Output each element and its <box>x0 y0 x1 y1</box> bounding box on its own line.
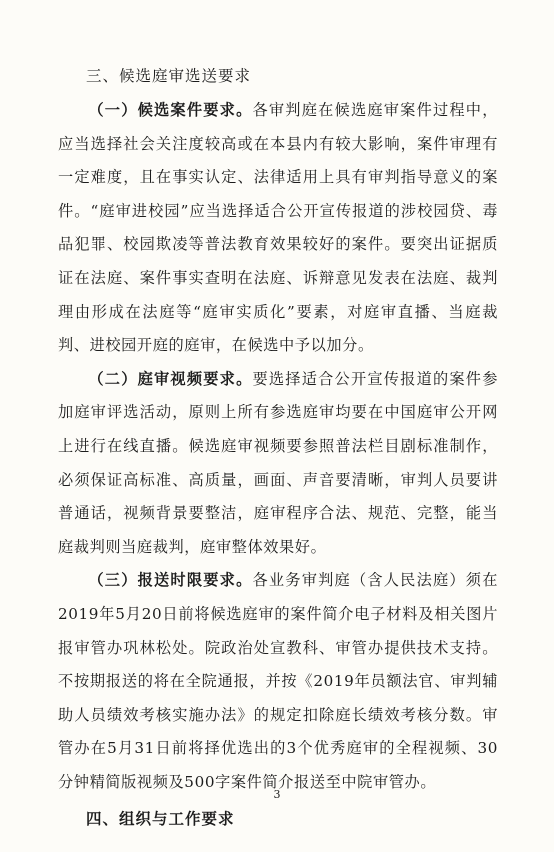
paragraph-candidate-cases <box>58 94 498 363</box>
paragraph-lead: （二）庭审视频要求。 <box>88 369 253 388</box>
paragraph-lead: （三）报送时限要求。 <box>88 571 253 590</box>
page-number: 3 <box>273 788 281 801</box>
section-heading-4: 四、组织与工作要求 <box>86 810 235 829</box>
paragraph-body: 要选择适合公开宣传报道的案件参加庭审评选活动，原则上所有参选庭审均要在中国庭审公开网上进行在线直播。候选庭审视频要参照普法栏目剧标准制作，必须保证高标准、高质量，画面、声音要清晰，审判人员要讲普通话，视频背景要整洁，庭审程序合法、规范、完整，能当庭裁判则当庭裁判，庭审整体效果好。 <box>58 369 499 556</box>
paragraph-body: 各审判庭在候选庭审案件过程中，应当选择社会关注度较高或在本县内有较大影响，案件审理有一定难度，且在事实认定、法律适用上具有审判指导意义的案件。“庭审进校园”应当选择适合公开宣传报道的涉校园贷、毒品犯罪、校园欺凌等普法教育效果较好的案件。要突出证据质证在法庭、案件事实查明在法庭、诉辩意见发表在法庭、裁判理由形成在法庭等“庭审实质化”要素，对庭审直播、当庭裁判、进校园开庭的庭审，在候选中予以加分。 <box>58 101 499 355</box>
paragraph-lead: （一）候选案件要求。 <box>88 101 253 119</box>
paragraph-deadline <box>58 564 498 799</box>
paragraph-trial-video <box>58 363 498 565</box>
paragraph-body: 各业务审判庭（含人民法庭）须在2019年5月20日前将候选庭审的案件简介电子材料及相关图片报审管办巩林松处。院政治处宣教科、审管办提供技术支持。不按期报送的将在全院通报，并按《2019年员额法官、审判辅助人员绩效考核实施办法》的规定扣除庭长绩效考核分数。审管办在5月31日前将择优选出的3个优秀庭审的全程视频、30分钟精简版视频及500字案件简介报送至中院审管办。 <box>58 571 499 791</box>
section-heading-3: 三、候选庭审选送要求 <box>86 67 252 85</box>
